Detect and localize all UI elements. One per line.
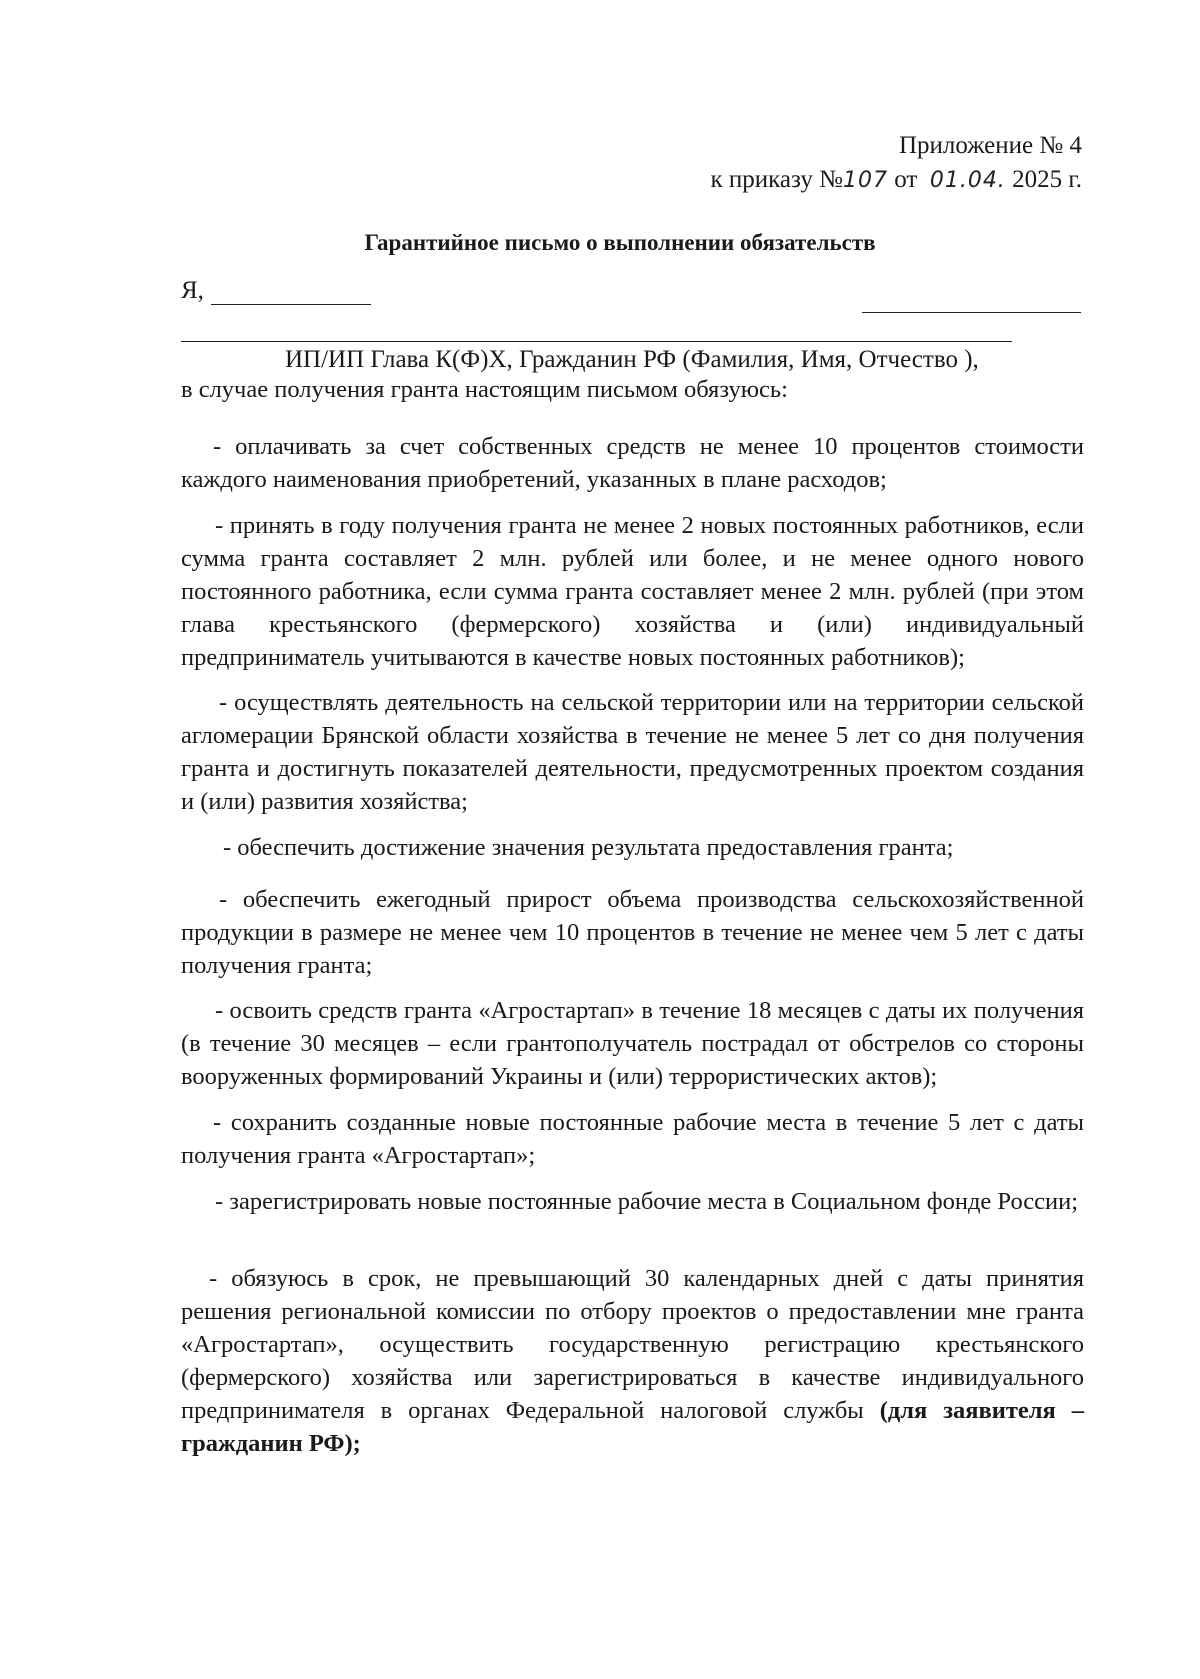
order-reference xyxy=(710,165,1082,196)
order-date-handwritten: 01.04. xyxy=(929,168,1006,193)
order-number-handwritten: 107 xyxy=(842,168,888,193)
obligation-item-6: - освоить средств гранта «Агростартап» в течение 18 месяцев с даты их получения (в течение 30 месяцев – если грантополучатель пострадал от обстрелов со стороны вооруженных формирований Украины и (или) террористических актов); xyxy=(181,997,1084,1090)
name-blank-right xyxy=(862,312,1081,313)
obligation-item-3: - осуществлять деятельность на сельской территории или на территории сельской агломерации Брянской области хозяйства в течение не менее 5 лет со дня получения гранта и достигнуть показателей деятельности, предусмотренных проектом создания и (или) развития хозяйства; xyxy=(181,689,1084,815)
appendix-text: Приложение № 4 xyxy=(898,132,1082,159)
document-title: Гарантийное письмо о выполнении обязательств xyxy=(364,230,876,255)
obligation-item-7: - сохранить созданные новые постоянные рабочие места в течение 5 лет с даты получения гранта «Агростартап»; xyxy=(181,1109,1084,1169)
obligation-item-9-text: - обязуюсь в срок, не превышающий 30 календарных дней с даты принятия решения региональной комиссии по отбору проектов о предоставлении мне гранта «Агростартап», осуществить государственную регистрацию крестьянского (фермерского) хозяйства или зарегистрироваться в качестве индивидуального предпринимателя в органах Федеральной налоговой службы xyxy=(181,1265,1084,1424)
intro-lead: в случае получения гранта настоящим письмом обязуюсь: xyxy=(181,376,788,403)
obligation-item-5: - обеспечить ежегодный прирост объема производства сельскохозяйственной продукции в размере не менее чем 10 процентов в течение не менее чем 5 лет с даты получения гранта; xyxy=(181,886,1084,979)
order-year: 2025 г. xyxy=(1012,166,1082,193)
appendix-label xyxy=(899,131,1082,161)
ya-label: Я, xyxy=(181,277,204,304)
name-blank-full xyxy=(181,341,1012,342)
order-from: от xyxy=(894,166,918,193)
obligation-item-8: - зарегистрировать новые постоянные рабочие места в Социальном фонде России; xyxy=(215,1188,1079,1215)
order-prefix: к приказу № xyxy=(710,166,843,193)
name-blank-short xyxy=(211,304,371,305)
obligation-item-2: - принять в году получения гранта не менее 2 новых постоянных работников, если сумма гранта составляет 2 млн. рублей или более, и не менее одного нового постоянного работника, если сумма гранта составляет менее 2 млн. рублей (при этом глава крестьянского (фермерского) хозяйства и (или) индивидуальный предприниматель учитываются в качестве новых постоянных работников); xyxy=(181,512,1084,671)
obligation-item-9 xyxy=(181,1262,1084,1460)
signer-caption: ИП/ИП Глава К(Ф)Х, Гражданин РФ (Фамилия, Имя, Отчество ), xyxy=(285,346,979,373)
obligation-item-4: - обеспечить достижение значения результата предоставления гранта; xyxy=(223,834,954,861)
obligation-item-9-bold-tail: (для заявителя – гражданин РФ); xyxy=(181,1397,1084,1457)
obligation-item-1: - оплачивать за счет собственных средств не менее 10 процентов стоимости каждого наименования приобретений, указанных в плане расходов; xyxy=(181,433,1084,493)
